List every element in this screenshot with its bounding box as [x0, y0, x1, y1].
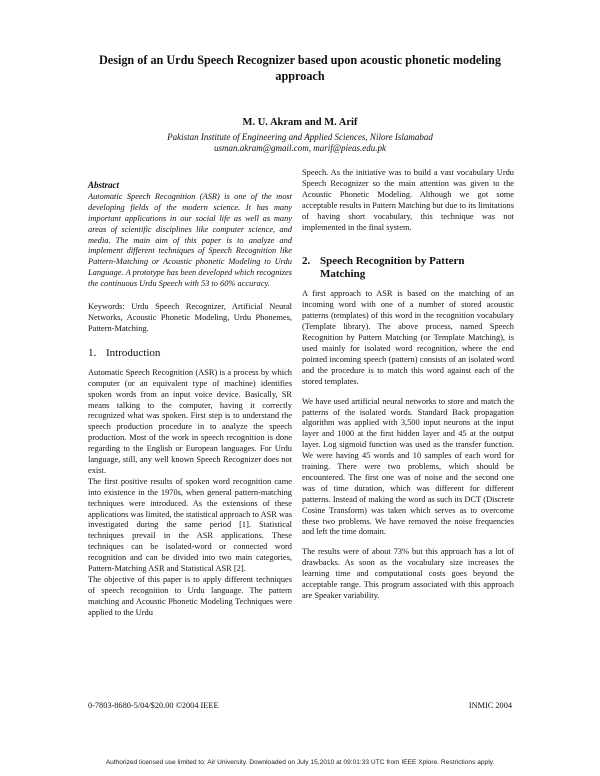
right-column — [302, 168, 514, 611]
section-2-title-line1: Speech Recognition by Pattern — [320, 255, 465, 268]
section-2-paragraph: We have used artificial neural networks to store and match the patterns of the isolated words. Standard Back propagation algorithm was applied with 3,500 input neurons at the input layer and 1000 at the first hidden layer and 45 at the output layer. Log sigmoid function was used as the transfer function. We were having 45 words and 10 samples of each word for training. There were two problems, which should be encountered. The first one was of noise and the second one was of time duration, which was different for different patterns. Instead of making the word as such its DCT (Discrete Cosine Transform) was taken which serves as to overcome these two problems. We have removed the noise frequencies and left the time domain. — [302, 396, 514, 537]
conference-footer: INMIC 2004 — [468, 701, 512, 710]
left-column — [88, 180, 292, 619]
keywords: Keywords: Urdu Speech Recognizer, Artificial Neural Networks, Acoustic Phonetic Modeling, Urdu Phonemes, Pattern-Matching. — [88, 302, 292, 333]
section-2-number: 2. — [302, 255, 311, 268]
section-2-paragraph: The results were of about 73% but this approach has a lot of drawbacks. As soon as the vocabulary size increases the learning time and computational costs goes beyond the acceptable range. This program associated with this approach are Speaker variability. — [302, 547, 514, 600]
abstract-text: Automatic Speech Recognition (ASR) is one of the most developing fields of the modern science. It has many important applications in our social life as well as many areas of scientific disciplines like computer science, and media. The main aim of this paper is to analyze and implement different techniques of Speech Recognition like Pattern-Matching or Acoustic phonetic Modeling to Urdu Language. A prototype has been developed which recognizes the continuous Urdu Speech with 53 to 60% accuracy. — [88, 191, 292, 289]
paper-title: Design of an Urdu Speech Recognizer based upon acoustic phonetic modeling approach — [99, 53, 501, 83]
section-1-paragraph: Automatic Speech Recognition (ASR) is a process by which computer (or an equivalent type of machine) identifies spoken words from an input voice device. Basically, SR means talking to the computer, having it correctly recognized what was spoken. First step is to understand the speech production procedure in to analyze the speech production. Most of the work in speech recognition is done regarding to the English or European languages. For Urdu language, still, any well known Speech Recognizer does not exist. — [88, 367, 292, 475]
section-2-paragraph: A first approach to ASR is based on the matching of an incoming word with one of a number of stored acoustic patterns (templates) of this word in the recognition vocabulary (Template library). The above process, named Speech Recognition by Pattern Matching (or Template Matching), is used mainly for isolated word recognition, where the end pointed incoming speech (pattern) consists of an isolated word and the procedure is to match this word against each of the stored templates. — [302, 289, 514, 386]
affiliation-block — [0, 132, 600, 154]
authors: M. U. Akram and M. Arif — [242, 117, 358, 128]
section-1-title: Introduction — [106, 346, 161, 359]
section-1-heading — [88, 347, 292, 360]
abstract-heading: Abstract — [88, 180, 120, 190]
author-emails: usman.akram@gmail.com, marif@pieas.edu.pk — [213, 143, 387, 153]
section-2-heading — [302, 255, 514, 281]
section-1-number: 1. — [88, 346, 97, 359]
license-notice: Authorized licensed use limited to: Air University. Downloaded on July 15,2010 at 09:01:33 UTC from IEEE Xplore. Restrictions apply. — [105, 759, 495, 766]
section-1-paragraph: The objective of this paper is to apply different techniques of speech recognition to Urdu language. The pattern matching and Acoustic Phonetic Modeling Techniques were applied to the Urdu — [88, 575, 292, 617]
affiliation: Pakistan Institute of Engineering and Applied Sciences, Nilore Islamabad — [167, 132, 433, 142]
section-2-title-line2: Matching — [320, 268, 366, 281]
intro-continuation: Speech. As the initiative was to build a vast vocabulary Urdu Speech Recognizer so the main attention was given to the Acoustic Phonetic Modeling. Although we got some acceptable results in Pattern Matching but due to its limitations of having short vocabulary, this technique was not implemented in the final system. — [302, 168, 514, 232]
copyright-footer: 0-7803-8680-5/04/$20.00 ©2004 IEEE — [88, 701, 219, 710]
section-1-paragraph: The first positive results of spoken word recognition came into existence in the 1970s, when general pattern-matching techniques were introduced. As the extensions of these applications was limited, the statistical approach to ASR was investigated during the same period [1]. Statistical techniques prevail in the ASR applications. These techniques can be isolated-word or connected word recognition and can be divided into two main categories, Pattern-Matching ASR and Statistical ASR [2]. — [88, 476, 292, 574]
